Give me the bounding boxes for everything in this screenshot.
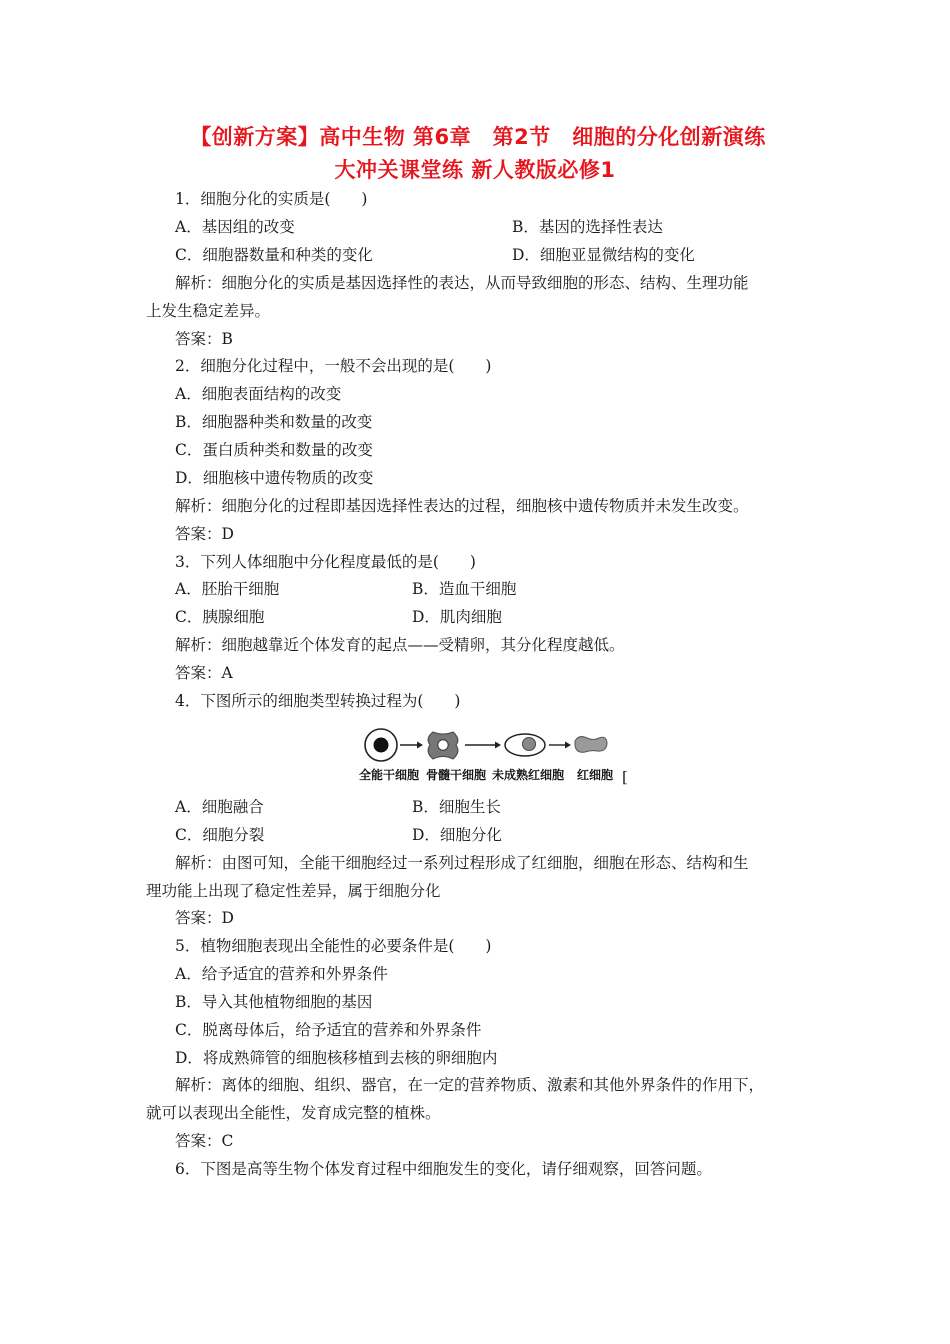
question-4-analysis-cont: 理功能上出现了稳定性差异，属于细胞分化 bbox=[146, 882, 441, 900]
arrow-icon bbox=[549, 742, 571, 749]
question-3-option-c: C．胰腺细胞 bbox=[175, 608, 265, 626]
stray-bracket: [ bbox=[622, 768, 628, 786]
red-blood-cell-shape bbox=[575, 737, 607, 753]
question-5-option-a: A．给予适宜的营养和外界条件 bbox=[175, 965, 388, 983]
question-4-stem: 4．下图所示的细胞类型转换过程为( ) bbox=[175, 692, 461, 710]
question-1-option-c: C．细胞器数量和种类的变化 bbox=[175, 246, 373, 264]
document-title-line-1: 【创新方案】高中生物 第6章 第2节 细胞的分化创新演练 bbox=[190, 125, 766, 149]
arrow-icon bbox=[400, 742, 423, 749]
question-1-analysis: 解析：细胞分化的实质是基因选择性的表达，从而导致细胞的形态、结构、生理功能 bbox=[175, 274, 749, 292]
question-5-answer: 答案：C bbox=[175, 1132, 234, 1150]
question-4-answer: 答案：D bbox=[175, 909, 234, 927]
document-title-line-2: 大冲关课堂练 新人教版必修1 bbox=[334, 158, 616, 182]
question-1-option-a: A．基因组的改变 bbox=[175, 218, 295, 236]
question-3-option-a: A．胚胎干细胞 bbox=[175, 580, 280, 598]
figure-label-immature-rbc: 未成熟红细胞 bbox=[492, 768, 565, 782]
figure-label-bone-marrow: 骨髓干细胞 bbox=[426, 768, 487, 782]
cell-transformation-figure bbox=[357, 727, 647, 789]
question-4-option-a: A．细胞融合 bbox=[175, 798, 264, 816]
question-4-option-c: C．细胞分裂 bbox=[175, 826, 265, 844]
totipotent-stem-cell-shape bbox=[365, 729, 397, 761]
question-5-stem: 5．植物细胞表现出全能性的必要条件是( ) bbox=[175, 937, 492, 955]
question-1-answer: 答案：B bbox=[175, 330, 233, 348]
question-3-option-d: D．肌肉细胞 bbox=[412, 608, 502, 626]
question-5-analysis: 解析：离体的细胞、组织、器官，在一定的营养物质、激素和其他外界条件的作用下， bbox=[175, 1076, 765, 1094]
question-4-option-b: B．细胞生长 bbox=[412, 798, 501, 816]
question-3-option-b: B．造血干细胞 bbox=[412, 580, 517, 598]
question-1-analysis-cont: 上发生稳定差异。 bbox=[146, 302, 271, 320]
question-5-option-d: D．将成熟筛管的细胞核移植到去核的卵细胞内 bbox=[175, 1049, 498, 1067]
question-3-stem: 3．下列人体细胞中分化程度最低的是( ) bbox=[175, 553, 476, 571]
question-2-option-c: C．蛋白质种类和数量的改变 bbox=[175, 441, 373, 459]
question-4-option-d: D．细胞分化 bbox=[412, 826, 502, 844]
question-1-option-d: D．细胞亚显微结构的变化 bbox=[512, 246, 695, 264]
question-2-option-b: B．细胞器种类和数量的改变 bbox=[175, 413, 373, 431]
question-3-answer: 答案：A bbox=[175, 664, 233, 682]
question-5-option-c: C．脱离母体后，给予适宜的营养和外界条件 bbox=[175, 1021, 482, 1039]
immature-red-blood-cell-shape bbox=[505, 734, 545, 756]
arrow-icon bbox=[465, 742, 501, 749]
question-3-analysis: 解析：细胞越靠近个体发育的起点——受精卵，其分化程度越低。 bbox=[175, 636, 625, 654]
question-1-option-b: B．基因的选择性表达 bbox=[512, 218, 663, 236]
question-2-option-a: A．细胞表面结构的改变 bbox=[175, 385, 342, 403]
question-2-option-d: D．细胞核中遗传物质的改变 bbox=[175, 469, 374, 487]
question-5-option-b: B．导入其他植物细胞的基因 bbox=[175, 993, 373, 1011]
figure-label-rbc: 红细胞 bbox=[577, 768, 614, 782]
question-1-stem: 1．细胞分化的实质是( ) bbox=[175, 190, 368, 208]
question-5-analysis-cont: 就可以表现出全能性，发育成完整的植株。 bbox=[146, 1104, 441, 1122]
figure-label-totipotent: 全能干细胞 bbox=[359, 768, 420, 782]
question-2-analysis: 解析：细胞分化的过程即基因选择性表达的过程，细胞核中遗传物质并未发生改变。 bbox=[175, 497, 749, 515]
question-6-stem: 6．下图是高等生物个体发育过程中细胞发生的变化，请仔细观察，回答问题。 bbox=[175, 1160, 712, 1178]
bone-marrow-stem-cell-shape bbox=[428, 732, 458, 759]
question-4-analysis: 解析：由图可知，全能干细胞经过一系列过程形成了红细胞，细胞在形态、结构和生 bbox=[175, 854, 749, 872]
question-2-stem: 2．细胞分化过程中，一般不会出现的是( ) bbox=[175, 357, 492, 375]
question-2-answer: 答案：D bbox=[175, 525, 234, 543]
